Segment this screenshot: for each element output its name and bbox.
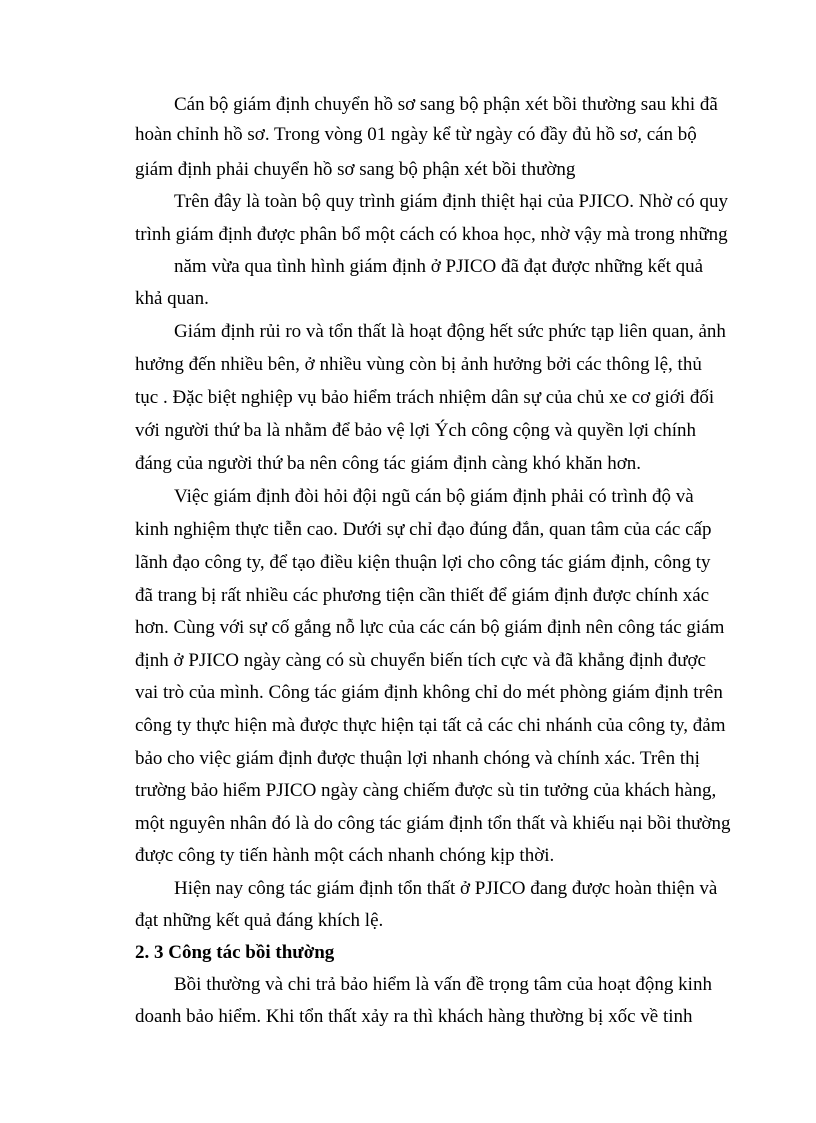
text-line: trường bảo hiểm PJICO ngày càng chiếm được sù tin tưởng của khách hàng, (135, 780, 717, 801)
text-line: đã trang bị rất nhiều các phương tiện cần thiết để giám định được chính xác (135, 585, 710, 606)
text-line: Cán bộ giám định chuyển hồ sơ sang bộ phận xét bồi thường sau khi đã (174, 94, 718, 115)
text-line: vai trò của mình. Công tác giám định không chỉ do mét phòng giám định trên (135, 682, 723, 703)
text-line: Giám định rủi ro và tổn thất là hoạt động hết sức phức tạp liên quan, ảnh (174, 321, 726, 342)
text-line: hưởng đến nhiều bên, ở nhiều vùng còn bị ảnh hưởng bởi các thông lệ, thủ (135, 354, 702, 375)
text-line: công ty thực hiện mà được thực hiện tại tất cả các chi nhánh của công ty, đảm (135, 715, 726, 736)
text-line: lãnh đạo công ty, để tạo điều kiện thuận lợi cho công tác giám định, công ty (135, 552, 711, 573)
text-line: doanh bảo hiểm. Khi tổn thất xảy ra thì khách hàng thường bị xốc về tinh (135, 1006, 693, 1027)
text-line: với người thứ ba là nhằm để bảo vệ lợi Ých công cộng và quyền lợi chính (135, 420, 696, 441)
text-line: Bồi thường và chi trả bảo hiểm là vấn đề trọng tâm của hoạt động kinh (174, 974, 712, 995)
text-line: hơn. Cùng với sự cố gắng nỗ lực của các cán bộ giám định nên công tác giám (135, 617, 725, 638)
text-line: Hiện nay công tác giám định tổn thất ở PJICO đang được hoàn thiện và (174, 878, 718, 899)
text-line: giám định phải chuyển hồ sơ sang bộ phận xét bồi thường (135, 159, 576, 180)
section-heading: 2. 3 Công tác bồi thường (135, 942, 335, 963)
text-line: hoàn chỉnh hồ sơ. Trong vòng 01 ngày kể từ ngày có đầy đủ hồ sơ, cán bộ (135, 124, 697, 145)
text-line: khả quan. (135, 288, 209, 309)
text-line: được công ty tiến hành một cách nhanh chóng kịp thời. (135, 845, 555, 866)
text-line: bảo cho việc giám định được thuận lợi nhanh chóng và chính xác. Trên thị (135, 748, 700, 769)
text-line: Việc giám định đòi hỏi đội ngũ cán bộ giám định phải có trình độ và (174, 486, 694, 507)
text-line: một nguyên nhân đó là do công tác giám định tổn thất và khiếu nại bồi thường (135, 813, 731, 834)
text-line: đáng của người thứ ba nên công tác giám định càng khó khăn hơn. (135, 453, 642, 474)
text-line: định ở PJICO ngày càng có sù chuyển biến tích cực và đã khẳng định được (135, 650, 706, 671)
text-line: năm vừa qua tình hình giám định ở PJICO đã đạt được những kết quả (174, 256, 704, 277)
text-line: kinh nghiệm thực tiễn cao. Dưới sự chỉ đạo đúng đắn, quan tâm của các cấp (135, 519, 712, 540)
text-line: trình giám định được phân bổ một cách có khoa học, nhờ vậy mà trong những (135, 224, 728, 245)
text-line: tục . Đặc biệt nghiệp vụ bảo hiểm trách nhiệm dân sự của chủ xe cơ giới đối (135, 387, 715, 408)
text-line: Trên đây là toàn bộ quy trình giám định thiệt hại của PJICO. Nhờ có quy (174, 191, 728, 212)
text-line: đạt những kết quả đáng khích lệ. (135, 910, 384, 931)
